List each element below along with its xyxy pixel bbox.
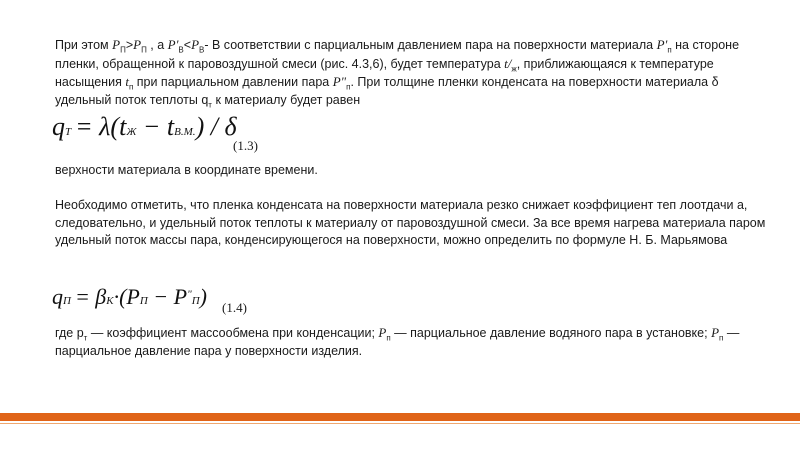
footer-accent-line (0, 423, 800, 424)
formula-1-4: qП = βК·(PП − P"П) (52, 284, 207, 309)
footer-accent-bar (0, 413, 800, 421)
paragraph-definitions: где $р_т$ — коэффициент массообмена при конденсации; $P_п$ — парциальное давление водяного пара в установке; $P_п$ —парциальное давление пара у поверхности изделия. (55, 325, 740, 358)
paragraph-note: Необходимо отметить, что пленка конденсата на поверхности материала резко снижает коэффициент теп лоотдачи а, следовательно, и удельный поток теплоты к материалу от паровоздушной смеси. За все время нагрева материала паром удельный поток массы пара, конденсирующегося на поверхности, можно определить по формуле Н. Б. Марьямова (55, 198, 766, 247)
paragraph-continuation: верхности материала в координате времени. (55, 163, 318, 177)
formula-1-3: qT = λ(tЖ − tВ.М.) / δ (52, 112, 237, 141)
paragraph-conditions: При этом $P_П>P_П$ , а $P'_В<P_В-$ В соответствии с парциальным давлением пара на поверхности материала $P'_п$ на стороне пленки, обращенной к паровоздушной смеси (рис. 4.3,6), будет температура $t/_ж$, приближающаяся к температуре насыщения $t_п$ при парциальном давлении пара $P"_п$. При толщине пленки конденсата на поверхности материала δ удельный поток теплоты $q_т$ к материалу будет равен (55, 37, 740, 109)
equation-number-1-3: (1.3) (233, 138, 258, 153)
equation-number-1-4: (1.4) (222, 300, 247, 315)
